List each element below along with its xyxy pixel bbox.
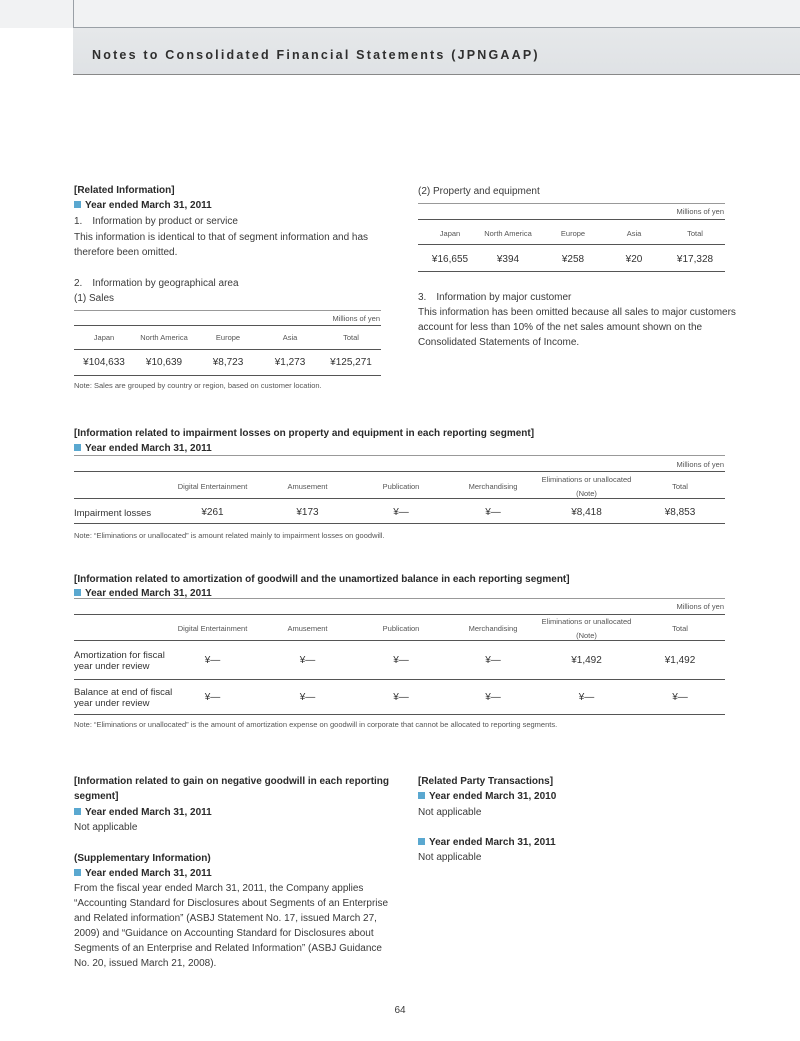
column-header: Japan bbox=[93, 333, 115, 342]
related-party-text: Not applicable bbox=[418, 852, 482, 863]
table-rule bbox=[74, 679, 725, 680]
supplementary-line: and Related information” (ASBJ Statement No. 17, issued March 27, bbox=[74, 913, 377, 924]
row-label: Amortization for fiscal bbox=[74, 650, 165, 661]
unit-label: Millions of yen bbox=[676, 602, 724, 611]
table-cell: ¥394 bbox=[496, 254, 520, 265]
item1-text: therefore been omitted. bbox=[74, 247, 178, 258]
column-header: Total bbox=[672, 482, 688, 491]
column-header: (Note) bbox=[576, 489, 597, 498]
negative-goodwill-text: Not applicable bbox=[74, 822, 138, 833]
table-cell: ¥8,853 bbox=[664, 507, 696, 518]
table-cell: ¥— bbox=[485, 692, 501, 703]
table-cell: ¥8,418 bbox=[571, 507, 602, 518]
related-info-year bbox=[74, 198, 212, 213]
item3-text: This information has been omitted because all sales to major customers bbox=[418, 307, 736, 318]
item3-text: account for less than 10% of the net sales amount shown on the bbox=[418, 322, 703, 333]
bullet-square-icon bbox=[74, 201, 81, 208]
column-header: Publication bbox=[382, 624, 420, 633]
bullet-square-icon bbox=[418, 792, 425, 799]
negative-goodwill-year bbox=[74, 805, 212, 820]
table-cell: ¥104,633 bbox=[83, 357, 125, 368]
year-label: Year ended March 31, 2011 bbox=[85, 200, 212, 211]
item2-title: 2. Information by geographical area bbox=[74, 278, 239, 289]
table-rule bbox=[74, 523, 725, 524]
table-cell: ¥— bbox=[485, 655, 501, 666]
column-header: Japan bbox=[439, 229, 461, 238]
table-rule bbox=[74, 349, 381, 350]
table-rule bbox=[74, 498, 725, 499]
table-cell: ¥— bbox=[299, 692, 316, 703]
table-rule bbox=[418, 244, 725, 245]
item3-text: Consolidated Statements of Income. bbox=[418, 337, 580, 348]
column-header: Amusement bbox=[287, 624, 328, 633]
supplementary-line: Segments of an Enterprise and Related Information” (ASBJ Guidance bbox=[74, 943, 382, 954]
column-header: Merchandising bbox=[468, 482, 518, 491]
related-party-heading: [Related Party Transactions] bbox=[418, 776, 554, 787]
table-rule bbox=[74, 640, 725, 641]
related-party-year bbox=[418, 789, 556, 804]
table-cell: ¥1,273 bbox=[274, 357, 306, 368]
table-cell: ¥— bbox=[393, 507, 409, 518]
impairment-heading: [Information related to impairment losses on property and equipment in each reporting segment] bbox=[74, 428, 535, 439]
table-cell: ¥1,492 bbox=[664, 655, 696, 666]
header-top-band bbox=[0, 0, 800, 28]
table-rule bbox=[74, 714, 725, 715]
item1-title: 1. Information by product or service bbox=[74, 216, 238, 227]
column-header: North America bbox=[140, 333, 188, 342]
table-rule bbox=[74, 455, 725, 456]
table-cell: ¥— bbox=[578, 692, 595, 703]
table-rule bbox=[74, 471, 725, 472]
bullet-square-icon bbox=[74, 589, 81, 596]
table-rule bbox=[418, 219, 725, 220]
goodwill-heading: [Information related to amortization of goodwill and the unamortized balance in each reporting segment] bbox=[74, 574, 570, 585]
table-cell: ¥20 bbox=[625, 254, 643, 265]
supplementary-heading: (Supplementary Information) bbox=[74, 853, 211, 864]
sales-note: Note: Sales are grouped by country or region, based on customer location. bbox=[74, 381, 322, 390]
table-cell: ¥— bbox=[393, 655, 409, 666]
table-cell: ¥10,639 bbox=[145, 357, 183, 368]
column-header: Total bbox=[343, 333, 359, 342]
impairment-year bbox=[74, 441, 212, 456]
column-header: Total bbox=[672, 624, 688, 633]
year-label: Year ended March 31, 2011 bbox=[85, 443, 212, 454]
header-rule bbox=[73, 74, 800, 75]
item1-text: This information is identical to that of segment information and has bbox=[74, 232, 369, 243]
supplementary-year bbox=[74, 866, 212, 881]
year-label: Year ended March 31, 2011 bbox=[429, 837, 556, 848]
table-rule bbox=[74, 325, 381, 326]
bullet-square-icon bbox=[74, 808, 81, 815]
page-number: 64 bbox=[394, 1005, 406, 1016]
goodwill-note: Note: “Eliminations or unallocated” is the amount of amortization expense on goodwill in corporate that cannot be allocated to reporting segments. bbox=[74, 720, 558, 729]
property-title: (2) Property and equipment bbox=[418, 186, 540, 197]
table-rule bbox=[418, 271, 725, 272]
impairment-note: Note: “Eliminations or unallocated” is amount related mainly to impairment losses on goodwill. bbox=[74, 531, 385, 540]
column-header: Eliminations or unallocated bbox=[541, 475, 632, 484]
negative-goodwill-heading: segment] bbox=[74, 791, 119, 802]
table-cell: ¥17,328 bbox=[676, 254, 714, 265]
table-cell: ¥125,271 bbox=[330, 357, 372, 368]
item3-title: 3. Information by major customer bbox=[418, 292, 572, 303]
table-rule bbox=[418, 203, 725, 204]
table-cell: ¥261 bbox=[201, 507, 224, 518]
table-cell: ¥16,655 bbox=[431, 254, 469, 265]
row-label: year under review bbox=[74, 661, 150, 672]
unit-label: Millions of yen bbox=[676, 207, 724, 216]
column-header: (Note) bbox=[576, 631, 597, 640]
unit-label: Millions of yen bbox=[332, 314, 380, 323]
column-header: Merchandising bbox=[468, 624, 518, 633]
column-header: Publication bbox=[382, 482, 420, 491]
table-cell: ¥— bbox=[204, 692, 221, 703]
table-cell: ¥— bbox=[393, 692, 409, 703]
table-cell: ¥1,492 bbox=[571, 655, 602, 666]
column-header: Amusement bbox=[287, 482, 328, 491]
table-cell: ¥8,723 bbox=[212, 357, 244, 368]
related-party-year bbox=[418, 835, 556, 850]
column-header: Asia bbox=[626, 229, 642, 238]
year-label: Year ended March 31, 2011 bbox=[85, 868, 212, 879]
row-label: Impairment losses bbox=[74, 508, 152, 519]
bullet-square-icon bbox=[74, 869, 81, 876]
table-rule bbox=[74, 310, 381, 311]
table-cell: ¥— bbox=[485, 507, 501, 518]
table-cell: ¥258 bbox=[561, 254, 585, 265]
unit-label: Millions of yen bbox=[676, 460, 724, 469]
column-header: Total bbox=[687, 229, 703, 238]
page-title: Notes to Consolidated Financial Statements (JPNGAAP) bbox=[92, 48, 540, 62]
year-label: Year ended March 31, 2010 bbox=[429, 791, 557, 802]
header-divider bbox=[73, 0, 74, 28]
supplementary-line: “Accounting Standard for Disclosures about Segments of an Enterprise bbox=[74, 898, 389, 909]
column-header: Eliminations or unallocated bbox=[541, 617, 632, 626]
year-label: Year ended March 31, 2011 bbox=[85, 588, 212, 599]
column-header: North America bbox=[484, 229, 532, 238]
row-label: Balance at end of fiscal bbox=[74, 687, 173, 698]
bullet-square-icon bbox=[74, 444, 81, 451]
bullet-square-icon bbox=[418, 838, 425, 845]
related-party-text: Not applicable bbox=[418, 807, 482, 818]
supplementary-line: From the fiscal year ended March 31, 2011, the Company applies bbox=[74, 883, 364, 894]
table-rule bbox=[74, 375, 381, 376]
negative-goodwill-heading: [Information related to gain on negative goodwill in each reporting bbox=[74, 776, 390, 787]
related-info-heading: [Related Information] bbox=[74, 185, 175, 196]
sales-title: (1) Sales bbox=[74, 293, 115, 304]
table-cell: ¥— bbox=[672, 692, 688, 703]
column-header: Asia bbox=[282, 333, 298, 342]
table-rule bbox=[74, 614, 725, 615]
table-cell: ¥— bbox=[299, 655, 316, 666]
column-header: Digital Entertainment bbox=[177, 482, 248, 491]
column-header: Europe bbox=[215, 333, 241, 342]
table-cell: ¥— bbox=[204, 655, 221, 666]
column-header: Digital Entertainment bbox=[177, 624, 248, 633]
table-cell: ¥173 bbox=[296, 507, 319, 518]
year-label: Year ended March 31, 2011 bbox=[85, 807, 212, 818]
table-rule bbox=[74, 598, 725, 599]
row-label: year under review bbox=[74, 698, 150, 709]
supplementary-line: 2009) and “Guidance on Accounting Standard for Disclosures about bbox=[74, 928, 374, 939]
column-header: Europe bbox=[560, 229, 586, 238]
supplementary-line: No. 20, issued March 21, 2008). bbox=[74, 958, 217, 969]
